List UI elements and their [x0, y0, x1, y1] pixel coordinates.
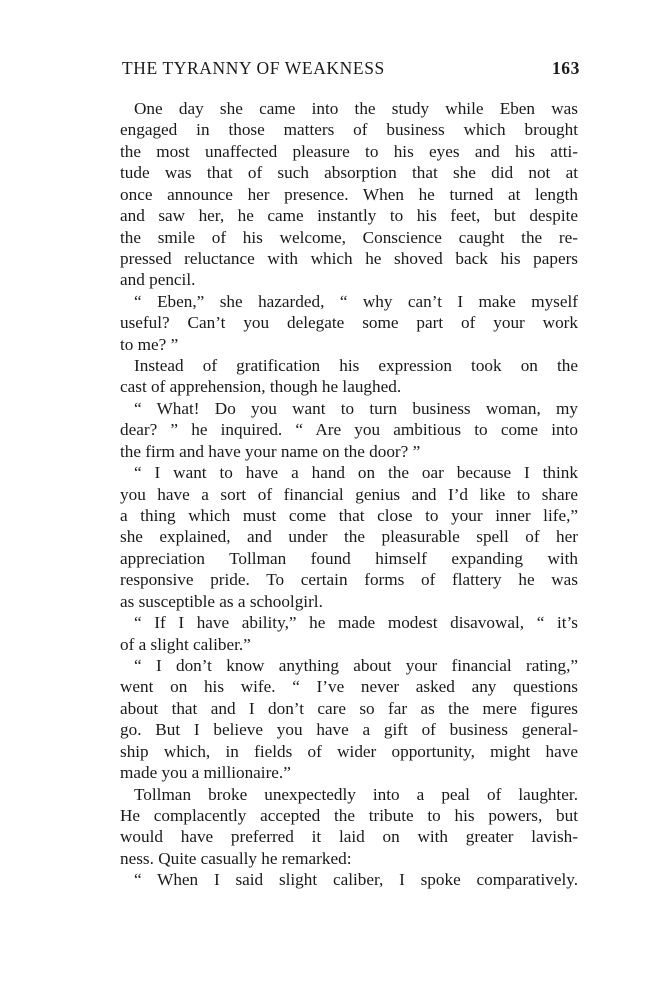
text-line: dear? ” he inquired. “ Are you ambitious to come into — [120, 420, 578, 440]
text-line: Instead of gratification his expression took on the — [134, 356, 578, 376]
text-line: she explained, and under the pleasurable spell of her — [120, 527, 578, 547]
text-line: once announce her presence. When he turned at length — [120, 184, 578, 204]
text-line: He complacently accepted the tribute to his powers, but — [120, 805, 578, 825]
text-line: cast of apprehension, though he laughed. — [120, 377, 402, 397]
text-line: went on his wife. “ I’ve never asked any questions — [120, 677, 578, 697]
text-line: and pencil. — [120, 270, 196, 290]
text-line: and saw her, he came instantly to his feet, but despite — [120, 206, 578, 226]
text-line: appreciation Tollman found himself expanding with — [120, 548, 578, 568]
text-line: “ What! Do you want to turn business woman, my — [134, 398, 578, 418]
text-line: as susceptible as a schoolgirl. — [120, 591, 323, 611]
text-line: “ When I said slight caliber, I spoke comparatively. — [134, 870, 578, 890]
text-line: to me? ” — [120, 334, 179, 354]
text-line: a thing which must come that close to your inner life,” — [120, 506, 578, 526]
text-line: One day she came into the study while Eben was — [134, 99, 578, 118]
body-text — [120, 98, 578, 891]
text-line: the smile of his welcome, Conscience caught the re- — [120, 227, 578, 247]
text-line: ness. Quite casually he remarked: — [120, 848, 352, 868]
text-line: ship which, in fields of wider opportunity, might have — [120, 741, 578, 761]
text-line: “ I want to have a hand on the oar because I think — [134, 463, 578, 483]
text-line: go. But I believe you have a gift of business general- — [120, 720, 578, 740]
text-line: the most unaffected pleasure to his eyes and his atti- — [120, 141, 578, 161]
text-line: “ I don’t know anything about your financial rating,” — [134, 655, 578, 675]
text-line: about that and I don’t care so far as the mere figures — [120, 698, 578, 718]
text-line: made you a millionaire.” — [120, 763, 291, 783]
text-line: “ Eben,” she hazarded, “ why can’t I make myself — [134, 291, 578, 311]
text-line: the firm and have your name on the door? ” — [120, 441, 421, 461]
text-line: tude was that of such absorption that she did not at — [120, 163, 578, 183]
text-line: engaged in those matters of business which brought — [120, 120, 578, 140]
text-line: “ If I have ability,” he made modest disavowal, “ it’s — [134, 613, 578, 633]
text-line: would have preferred it laid on with greater lavish- — [120, 827, 578, 847]
text-line: of a slight caliber.” — [120, 634, 251, 654]
text-line: you have a sort of financial genius and I’d like to share — [120, 484, 578, 504]
text-line: useful? Can’t you delegate some part of your work — [120, 313, 578, 333]
running-title: THE TYRANNY OF WEAKNESS — [122, 58, 385, 78]
running-header — [122, 58, 580, 82]
text-line: Tollman broke unexpectedly into a peal of laughter. — [134, 784, 578, 804]
text-line: responsive pride. To certain forms of flattery he was — [120, 570, 578, 590]
text-line: pressed reluctance with which he shoved back his papers — [120, 248, 578, 268]
page-number: 163 — [551, 58, 580, 78]
